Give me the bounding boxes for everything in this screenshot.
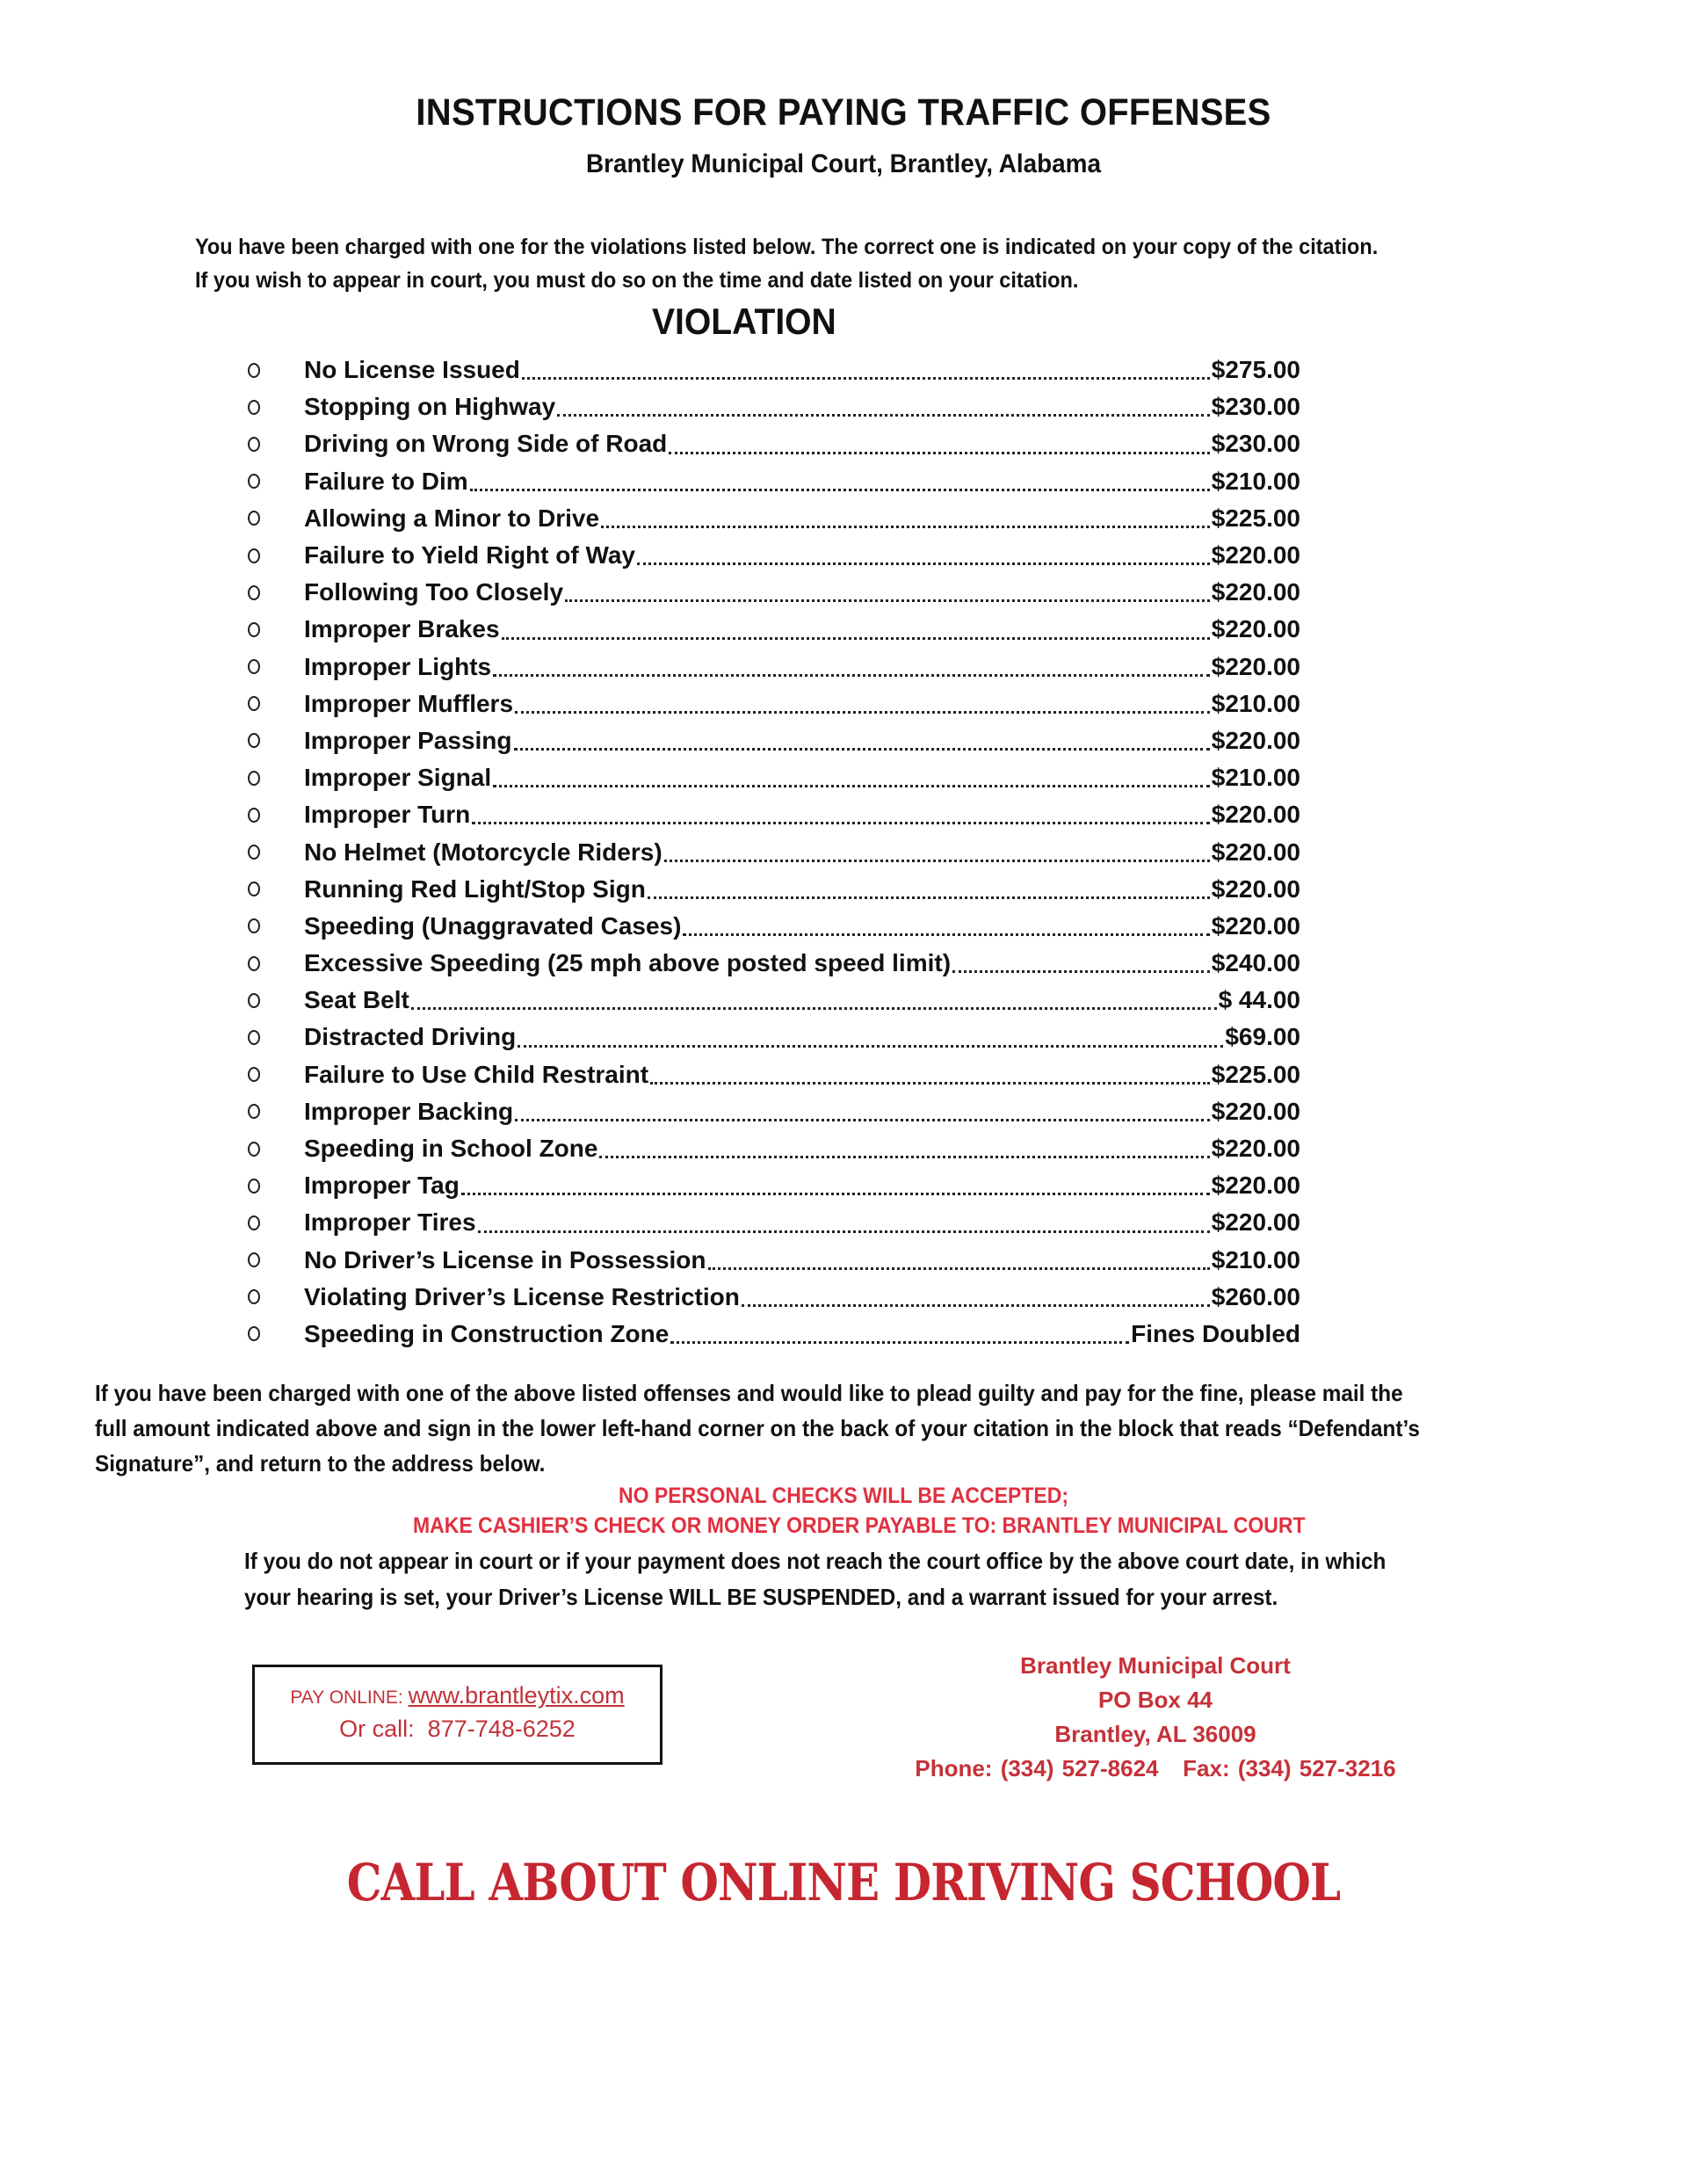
violation-label: Distracted Driving xyxy=(304,1023,517,1051)
dot-leader xyxy=(493,674,1210,677)
dot-leader xyxy=(557,414,1210,417)
pay-online-link[interactable]: www.brantleytix.com xyxy=(408,1682,625,1709)
violation-label: Improper Lights xyxy=(304,652,492,680)
radio-circle-icon[interactable] xyxy=(248,1179,260,1194)
payment-instructions xyxy=(95,1375,1532,1481)
intro-line-1: You have been charged with one for the violations listed below. The correct one is indicated on your copy of the citation. xyxy=(195,235,1379,259)
violation-label: Running Red Light/Stop Sign xyxy=(304,874,646,903)
dot-leader xyxy=(708,1267,1210,1270)
violation-fine: $275.00 xyxy=(1211,356,1300,384)
violation-label: Driving on Wrong Side of Road xyxy=(304,430,668,458)
violation-item xyxy=(246,686,1300,722)
violation-label: No License Issued xyxy=(304,356,520,384)
dot-leader xyxy=(650,1082,1210,1085)
violation-fine: $220.00 xyxy=(1211,911,1300,940)
dot-leader xyxy=(518,1045,1223,1048)
violation-item xyxy=(246,1279,1300,1316)
dot-leader xyxy=(742,1304,1210,1307)
radio-circle-icon[interactable] xyxy=(248,696,260,711)
violation-label: Improper Brakes xyxy=(304,615,500,643)
violation-label: Failure to Dim xyxy=(304,467,468,495)
radio-circle-icon[interactable] xyxy=(248,585,260,600)
violation-label: Speeding (Unaggravated Cases) xyxy=(304,911,682,940)
violation-item xyxy=(246,1204,1300,1241)
violation-item xyxy=(246,908,1300,945)
violation-fine: $220.00 xyxy=(1211,1172,1300,1200)
violation-label: Stopping on Highway xyxy=(304,393,556,421)
radio-circle-icon[interactable] xyxy=(248,659,260,674)
dot-leader xyxy=(601,526,1210,528)
violation-list xyxy=(246,352,1300,1353)
pay-online-label: PAY ONLINE: xyxy=(290,1687,409,1708)
violation-fine: $220.00 xyxy=(1211,578,1300,606)
violation-item xyxy=(246,574,1300,611)
violation-fine: $210.00 xyxy=(1211,1245,1300,1273)
violation-label: Excessive Speeding (25 mph above posted speed limit) xyxy=(304,949,952,977)
violation-fine: $220.00 xyxy=(1211,726,1300,754)
violation-fine: $260.00 xyxy=(1211,1282,1300,1310)
penalty-text: your hearing is set, your Driver’s License xyxy=(244,1584,670,1610)
violation-label: No Helmet (Motorcycle Riders) xyxy=(304,838,662,866)
radio-circle-icon[interactable] xyxy=(248,474,260,489)
city-state-zip: Brantley, AL 36009 xyxy=(1054,1721,1256,1747)
radio-circle-icon[interactable] xyxy=(248,733,260,748)
violation-fine: $240.00 xyxy=(1211,949,1300,977)
radio-circle-icon[interactable] xyxy=(248,1030,260,1045)
radio-circle-icon[interactable] xyxy=(248,808,260,823)
driving-school-promo: CALL ABOUT ONLINE DRIVING SCHOOL xyxy=(346,1853,1341,1912)
penalty-line-2 xyxy=(244,1579,1526,1615)
phone-fax: Phone: (334) 527-8624 Fax: (334) 527-3216 xyxy=(915,1755,1396,1781)
dot-leader xyxy=(664,860,1210,862)
dot-leader xyxy=(952,970,1210,973)
violation-label: Speeding in School Zone xyxy=(304,1135,598,1163)
violation-label: Violating Driver’s License Restriction xyxy=(304,1282,740,1310)
dot-leader xyxy=(470,489,1210,491)
radio-circle-icon[interactable] xyxy=(248,1104,260,1119)
violation-fine: $230.00 xyxy=(1211,393,1300,421)
violation-fine: $220.00 xyxy=(1211,615,1300,643)
pay-online-box xyxy=(252,1665,662,1765)
violation-item xyxy=(246,388,1300,425)
violation-item xyxy=(246,463,1300,500)
violation-label: Improper Mufflers xyxy=(304,689,514,717)
dot-leader xyxy=(515,711,1210,714)
radio-circle-icon[interactable] xyxy=(248,993,260,1008)
radio-circle-icon[interactable] xyxy=(248,622,260,637)
violation-item xyxy=(246,796,1300,833)
radio-circle-icon[interactable] xyxy=(248,956,260,971)
violation-item xyxy=(246,611,1300,648)
payable-to-notice: MAKE CASHIER’S CHECK OR MONEY ORDER PAYABLE TO: BRANTLEY MUNICIPAL COURT xyxy=(413,1513,1306,1538)
court-subtitle: Brantley Municipal Court, Brantley, Alabama xyxy=(585,149,1102,178)
instructions-line-3: Signature”, and return to the address below. xyxy=(95,1450,546,1477)
violation-item xyxy=(246,945,1300,982)
violation-fine: $220.00 xyxy=(1211,541,1300,570)
violation-fine: $220.00 xyxy=(1211,652,1300,680)
violation-item xyxy=(246,871,1300,908)
violation-label: Improper Tires xyxy=(304,1208,476,1237)
violation-fine: $69.00 xyxy=(1225,1023,1300,1051)
court-name: Brantley Municipal Court xyxy=(1020,1652,1291,1679)
penalty-text: , and a warrant issued for your arrest. xyxy=(895,1584,1278,1610)
po-box: PO Box 44 xyxy=(1097,1687,1213,1713)
dot-leader xyxy=(502,637,1210,640)
dot-leader xyxy=(515,1119,1210,1121)
radio-circle-icon[interactable] xyxy=(248,1289,260,1304)
suspended-emphasis: WILL BE SUSPENDED xyxy=(669,1584,896,1610)
radio-circle-icon[interactable] xyxy=(248,845,260,860)
radio-circle-icon[interactable] xyxy=(248,1067,260,1082)
violation-fine: Fines Doubled xyxy=(1131,1319,1300,1347)
intro-paragraph xyxy=(195,230,1533,297)
dot-leader xyxy=(648,896,1210,899)
violation-item xyxy=(246,1167,1300,1204)
court-address xyxy=(861,1649,1450,1786)
violation-label: Improper Backing xyxy=(304,1097,514,1125)
violation-item xyxy=(246,1130,1300,1167)
violation-label: Improper Tag xyxy=(304,1172,460,1200)
violation-label: Improper Turn xyxy=(304,801,471,829)
call-label: Or call: xyxy=(339,1716,428,1742)
penalty-line-1: If you do not appear in court or if your payment does not reach the court office by the above court date, in which xyxy=(244,1548,1387,1574)
radio-circle-icon[interactable] xyxy=(248,363,260,378)
violation-heading: VIOLATION xyxy=(652,301,836,342)
dot-leader xyxy=(478,1230,1210,1233)
intro-line-2: If you wish to appear in court, you must do so on the time and date listed on your citation. xyxy=(195,268,1079,293)
violation-item xyxy=(246,1316,1300,1353)
dot-leader xyxy=(461,1193,1210,1195)
dot-leader xyxy=(522,377,1210,380)
violation-fine: $220.00 xyxy=(1211,1208,1300,1237)
dot-leader xyxy=(637,562,1210,565)
violation-label: Failure to Use Child Restraint xyxy=(304,1060,649,1088)
dot-leader xyxy=(493,785,1210,787)
radio-circle-icon[interactable] xyxy=(248,918,260,933)
radio-circle-icon[interactable] xyxy=(248,1252,260,1267)
radio-circle-icon[interactable] xyxy=(248,437,260,452)
violation-fine: $210.00 xyxy=(1211,689,1300,717)
no-personal-checks-notice: NO PERSONAL CHECKS WILL BE ACCEPTED; xyxy=(618,1484,1069,1508)
violation-label: Allowing a Minor to Drive xyxy=(304,504,600,532)
violation-fine: $220.00 xyxy=(1211,838,1300,866)
radio-circle-icon[interactable] xyxy=(248,548,260,563)
instructions-line-2: full amount indicated above and sign in the lower left-hand corner on the back of your citation in the block that reads “Defendant’s xyxy=(95,1415,1420,1441)
dot-leader xyxy=(670,1341,1129,1344)
violation-item xyxy=(246,649,1300,686)
violation-fine: $220.00 xyxy=(1211,1135,1300,1163)
radio-circle-icon[interactable] xyxy=(248,1326,260,1341)
violation-item xyxy=(246,722,1300,759)
violation-item xyxy=(246,500,1300,537)
dot-leader xyxy=(411,1007,1217,1010)
violation-fine: $225.00 xyxy=(1211,504,1300,532)
call-phone: 877-748-6252 xyxy=(427,1716,576,1742)
radio-circle-icon[interactable] xyxy=(248,400,260,415)
dot-leader xyxy=(472,822,1210,824)
violation-item xyxy=(246,1242,1300,1279)
instructions-line-1: If you have been charged with one of the above listed offenses and would like to plead guilty and pay for the fine, please mail the xyxy=(95,1380,1403,1406)
violation-label: Improper Passing xyxy=(304,726,512,754)
violation-label: Following Too Closely xyxy=(304,578,564,606)
violation-label: Seat Belt xyxy=(304,986,409,1014)
violation-fine: $230.00 xyxy=(1211,430,1300,458)
penalty-notice xyxy=(244,1543,1526,1615)
violation-fine: $220.00 xyxy=(1211,874,1300,903)
dot-leader xyxy=(669,452,1210,454)
dot-leader xyxy=(565,599,1210,602)
violation-label: Failure to Yield Right of Way xyxy=(304,541,635,570)
violation-fine: $225.00 xyxy=(1211,1060,1300,1088)
violation-label: No Driver’s License in Possession xyxy=(304,1245,706,1273)
radio-circle-icon[interactable] xyxy=(248,771,260,786)
violation-item xyxy=(246,833,1300,870)
dot-leader xyxy=(514,748,1210,751)
page-title: INSTRUCTIONS FOR PAYING TRAFFIC OFFENSES xyxy=(416,91,1271,134)
violation-item xyxy=(246,759,1300,796)
violation-item xyxy=(246,352,1300,388)
call-line xyxy=(255,1712,660,1745)
dot-leader xyxy=(683,933,1209,936)
radio-circle-icon[interactable] xyxy=(248,1215,260,1230)
violation-item xyxy=(246,1056,1300,1093)
violation-item xyxy=(246,1019,1300,1056)
violation-item xyxy=(246,425,1300,462)
radio-circle-icon[interactable] xyxy=(248,1142,260,1157)
violation-fine: $220.00 xyxy=(1211,1097,1300,1125)
violation-item xyxy=(246,982,1300,1019)
violation-label: Speeding in Construction Zone xyxy=(304,1319,670,1347)
radio-circle-icon[interactable] xyxy=(248,882,260,896)
violation-fine: $210.00 xyxy=(1211,764,1300,792)
radio-circle-icon[interactable] xyxy=(248,511,260,526)
violation-fine: $220.00 xyxy=(1211,801,1300,829)
violation-item xyxy=(246,537,1300,574)
pay-online-line xyxy=(255,1681,660,1712)
violation-fine: $210.00 xyxy=(1211,467,1300,495)
violation-label: Improper Signal xyxy=(304,764,492,792)
dot-leader xyxy=(599,1156,1209,1158)
violation-item xyxy=(246,1093,1300,1130)
violation-fine: $ 44.00 xyxy=(1218,986,1300,1014)
